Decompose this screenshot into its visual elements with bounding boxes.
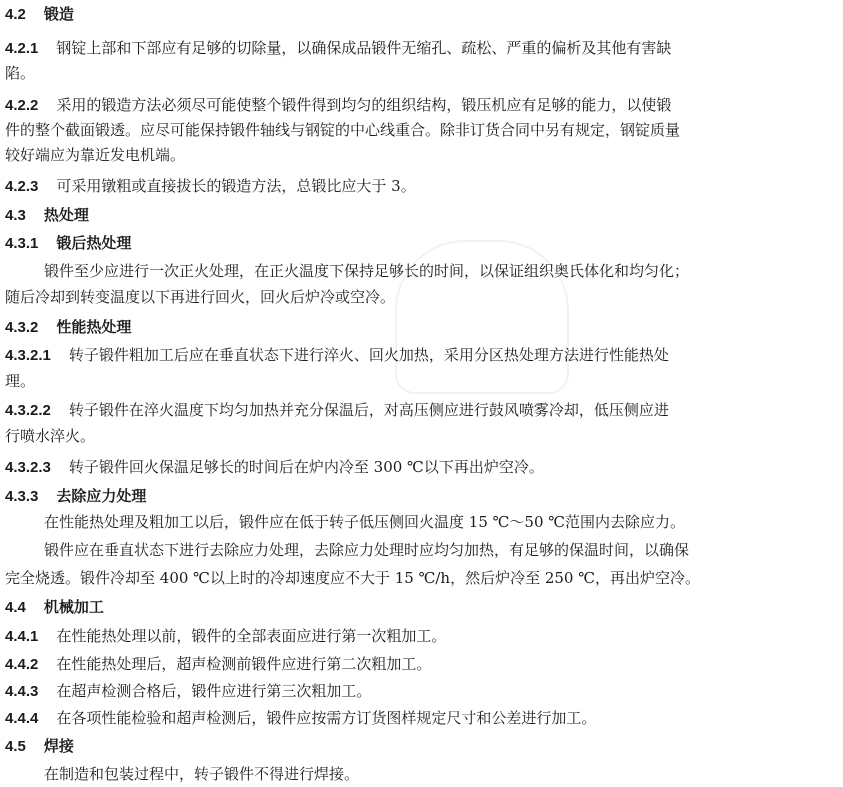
paragraph-text: 完全烧透。锻件冷却至 400 ℃以上时的冷却速度应不大于 15 ℃/h，然后炉冷至 250 ℃，再出炉空冷。 (5, 569, 701, 587)
clause-text: 较好端应为靠近发电机端。 (5, 146, 186, 164)
paragraph-line (44, 538, 689, 562)
clause-text: 在超声检测合格后，锻件应进行第三次粗加工。 (56, 682, 372, 700)
clause-4-4-2 (0, 652, 431, 676)
heading-4-3-2 (0, 315, 131, 339)
clause-text: 转子锻件在淬火温度下均匀加热并充分保温后，对高压侧应进行鼓风喷雾冷却，低压侧应进 (68, 401, 669, 419)
clause-4-2-2 (0, 93, 671, 117)
clause-4-2-3 (0, 174, 416, 198)
section-title: 去除应力处理 (56, 487, 147, 505)
clause-4-3-2-2 (0, 398, 669, 422)
heading-4-3-3 (0, 484, 146, 508)
clause-text: 转子锻件粗加工后应在垂直状态下进行淬火、回火加热，采用分区热处理方法进行性能热处 (68, 346, 669, 364)
clause-number: 4.4.3 (5, 683, 39, 700)
paragraph-line (44, 510, 685, 534)
clause-text: 在各项性能检验和超声检测后，锻件应按需方订货图样规定尺寸和公差进行加工。 (56, 709, 597, 727)
section-title: 性能热处理 (56, 318, 132, 336)
paragraph-line (5, 566, 700, 590)
clause-number: 4.2.2 (5, 97, 39, 114)
paragraph-text: 随后冷却到转变温度以下再进行回火，回火后炉冷或空冷。 (5, 288, 396, 306)
paragraph-text: 锻件至少应进行一次正火处理，在正火温度下保持足够长的时间，以保证组织奥氏体化和均匀化； (44, 262, 690, 280)
paragraph-text: 锻件应在垂直状态下进行去除应力处理，去除应力处理时应均匀加热，有足够的保温时间，以确保 (44, 541, 690, 559)
clause-4-3-2-3 (0, 455, 544, 479)
clause-number: 4.4.2 (5, 656, 39, 673)
paragraph-text: 在制造和包装过程中，转子锻件不得进行焊接。 (44, 765, 360, 783)
paragraph-line (44, 762, 359, 786)
clause-text: 件的整个截面锻透。应尽可能保持锻件轴线与钢锭的中心线重合。除非订货合同中另有规定，钢锭质量 (5, 121, 681, 139)
section-title: 锻后热处理 (56, 234, 132, 252)
clause-4-3-2-1 (0, 343, 669, 367)
section-number: 4.4 (5, 599, 26, 616)
heading-4-2 (0, 2, 74, 26)
clause-text: 行喷水淬火。 (5, 427, 96, 445)
section-title: 焊接 (43, 737, 74, 755)
clause-4-4-4 (0, 706, 596, 730)
clause-continuation (5, 369, 35, 393)
section-number: 4.3.2 (5, 319, 39, 336)
heading-4-4 (0, 595, 104, 619)
clause-continuation (5, 143, 185, 167)
section-title: 热处理 (43, 206, 89, 224)
clause-number: 4.4.4 (5, 710, 39, 727)
clause-4-4-3 (0, 679, 371, 703)
clause-text: 理。 (5, 372, 36, 390)
paragraph-line (5, 285, 395, 309)
clause-number: 4.3.2.1 (5, 347, 51, 364)
clause-text: 在性能热处理以前，锻件的全部表面应进行第一次粗加工。 (56, 627, 447, 645)
section-number: 4.2 (5, 6, 26, 23)
clause-text: 陷。 (5, 64, 36, 82)
clause-text: 钢锭上部和下部应有足够的切除量，以确保成品锻件无缩孔、疏松、严重的偏析及其他有害缺 (56, 39, 672, 57)
paragraph-line (44, 259, 689, 283)
clause-continuation (5, 61, 35, 85)
section-number: 4.3.1 (5, 235, 39, 252)
clause-continuation (5, 424, 95, 448)
paragraph-text: 在性能热处理及粗加工以后，锻件应在低于转子低压侧回火温度 15 ℃～50 ℃范围内去除应力。 (44, 513, 686, 531)
clause-text: 可采用镦粗或直接拔长的锻造方法，总锻比应大于 3。 (56, 177, 416, 195)
heading-4-3 (0, 203, 89, 227)
section-title: 锻造 (43, 5, 74, 23)
heading-4-5 (0, 734, 74, 758)
clause-text: 转子锻件回火保温足够长的时间后在炉内冷至 300 ℃以下再出炉空冷。 (68, 458, 544, 476)
clause-text: 采用的锻造方法必须尽可能使整个锻件得到均匀的组织结构，锻压机应有足够的能力，以使锻 (56, 96, 672, 114)
clause-4-2-1 (0, 36, 671, 60)
section-number: 4.3.3 (5, 488, 39, 505)
section-title: 机械加工 (43, 598, 104, 616)
clause-number: 4.2.1 (5, 40, 39, 57)
clause-continuation (5, 118, 680, 142)
clause-text: 在性能热处理后，超声检测前锻件应进行第二次粗加工。 (56, 655, 432, 673)
section-number: 4.5 (5, 738, 26, 755)
heading-4-3-1 (0, 231, 131, 255)
clause-number: 4.3.2.2 (5, 402, 51, 419)
clause-4-4-1 (0, 624, 446, 648)
clause-number: 4.2.3 (5, 178, 39, 195)
section-number: 4.3 (5, 207, 26, 224)
clause-number: 4.3.2.3 (5, 459, 51, 476)
clause-number: 4.4.1 (5, 628, 39, 645)
